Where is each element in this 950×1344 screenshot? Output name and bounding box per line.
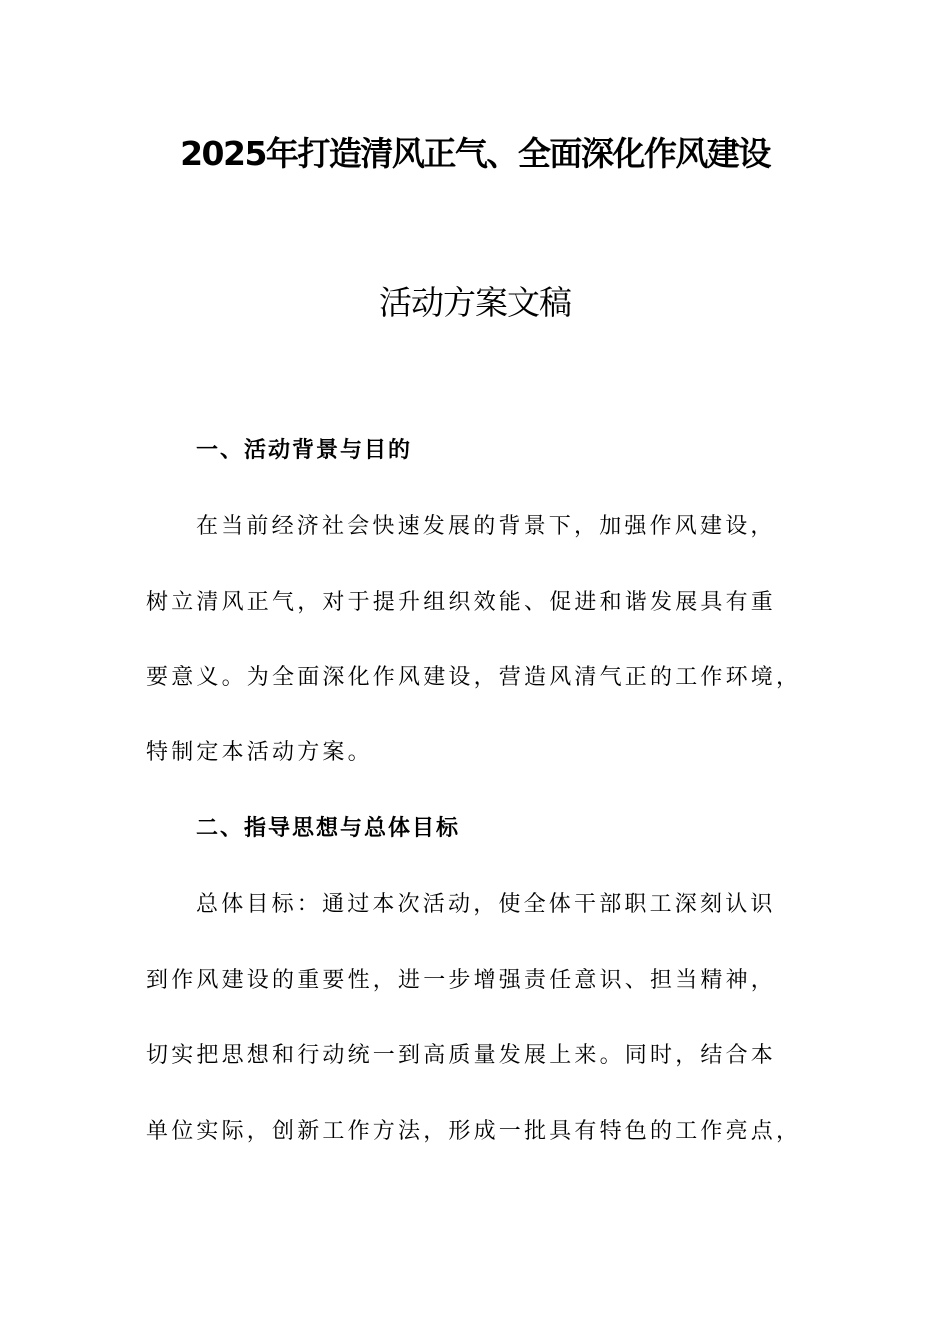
paragraph-line: 树立清风正气，对于提升组织效能、促进和谐发展具有重 xyxy=(146,590,777,615)
document-title-line-1: 2025年打造清风正气、全面深化作风建设 xyxy=(180,134,770,173)
paragraph-line: 切实把思想和行动统一到高质量发展上来。同时，结合本 xyxy=(146,1043,777,1068)
paragraph-line: 单位实际，创新工作方法，形成一批具有特色的工作亮点， xyxy=(146,1119,802,1144)
section-heading-guiding-ideology: 二、指导思想与总体目标 xyxy=(196,816,461,841)
paragraph-line: 在当前经济社会快速发展的背景下，加强作风建设， xyxy=(196,514,776,539)
document-title-line-2: 活动方案文稿 xyxy=(379,283,571,322)
paragraph-line: 总体目标：通过本次活动，使全体干部职工深刻认识 xyxy=(196,892,776,917)
paragraph-line: 要意义。为全面深化作风建设，营造风清气正的工作环境， xyxy=(146,665,802,690)
section-heading-background: 一、活动背景与目的 xyxy=(196,438,413,463)
paragraph-line: 特制定本活动方案。 xyxy=(146,740,373,765)
paragraph-line: 到作风建设的重要性，进一步增强责任意识、担当精神， xyxy=(146,968,777,993)
